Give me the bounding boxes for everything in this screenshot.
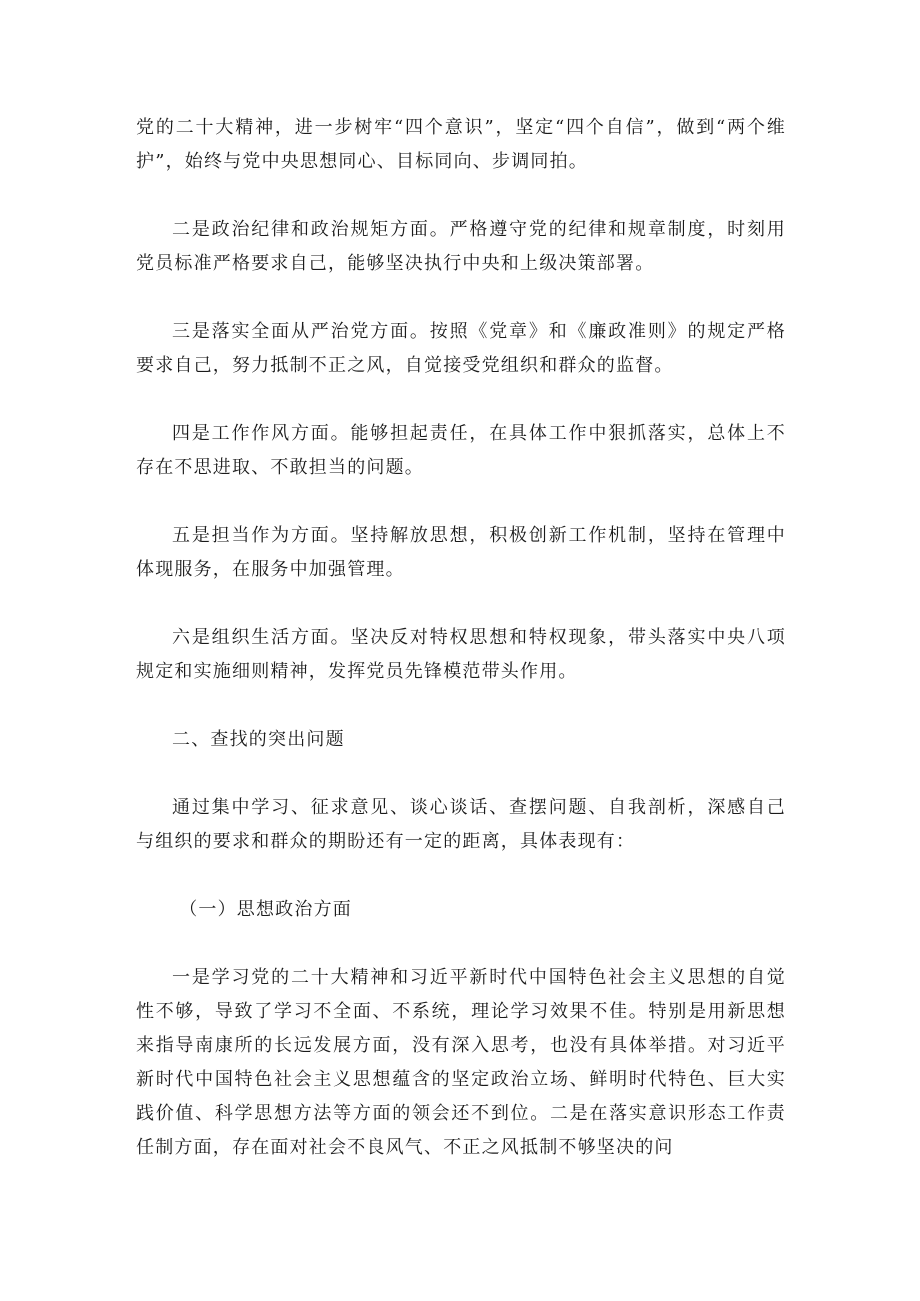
paragraph-responsibility: 五是担当作为方面。坚持解放思想，积极创新工作机制，坚持在管理中体现服务，在服务中加强管理。 [136,525,786,580]
section-heading-problems: 二、查找的突出问题 [172,729,345,750]
paragraph-organizational-life: 六是组织生活方面。坚决反对特权思想和特权现象，带头落实中央八项规定和实施细则精神，发挥党员先锋模范带头作用。 [136,627,786,682]
subsection-heading-ideology: （一）思想政治方面 [179,899,352,920]
paragraph-self-review: 通过集中学习、征求意见、谈心谈话、查摆问题、自我剖析，深感自己与组织的要求和群众的期盼还有一定的距离，具体表现有： [136,797,786,852]
paragraph-work-style: 四是工作作风方面。能够担起责任，在具体工作中狠抓落实，总体上不存在不思进取、不敢担当的问题。 [136,423,786,478]
paragraph-political-discipline: 二是政治纪律和政治规矩方面。严格遵守党的纪律和规章制度，时刻用党员标准严格要求自己，能够坚决执行中央和上级决策部署。 [136,219,786,274]
paragraph-ideology-issues: 一是学习党的二十大精神和习近平新时代中国特色社会主义思想的自觉性不够，导致了学习不全面、不系统，理论学习效果不佳。特别是用新思想来指导南康所的长远发展方面，没有深入思考，也没有具体举措。对习近平新时代中国特色社会主义思想蕴含的坚定政治立场、鲜明时代特色、巨大实践价值、科学思想方法等方面的领会还不到位。二是在落实意识形态工作责任制方面，存在面对社会不良风气、不正之风抵制不够坚决的问 [136,967,786,1158]
paragraph-continuation: 党的二十大精神，进一步树牢“四个意识”，坚定“四个自信”，做到“两个维护”，始终与党中央思想同心、目标同向、步调同拍。 [136,117,786,172]
paragraph-strict-governance: 三是落实全面从严治党方面。按照《党章》和《廉政准则》的规定严格要求自己，努力抵制不正之风，自觉接受党组织和群众的监督。 [136,321,786,376]
